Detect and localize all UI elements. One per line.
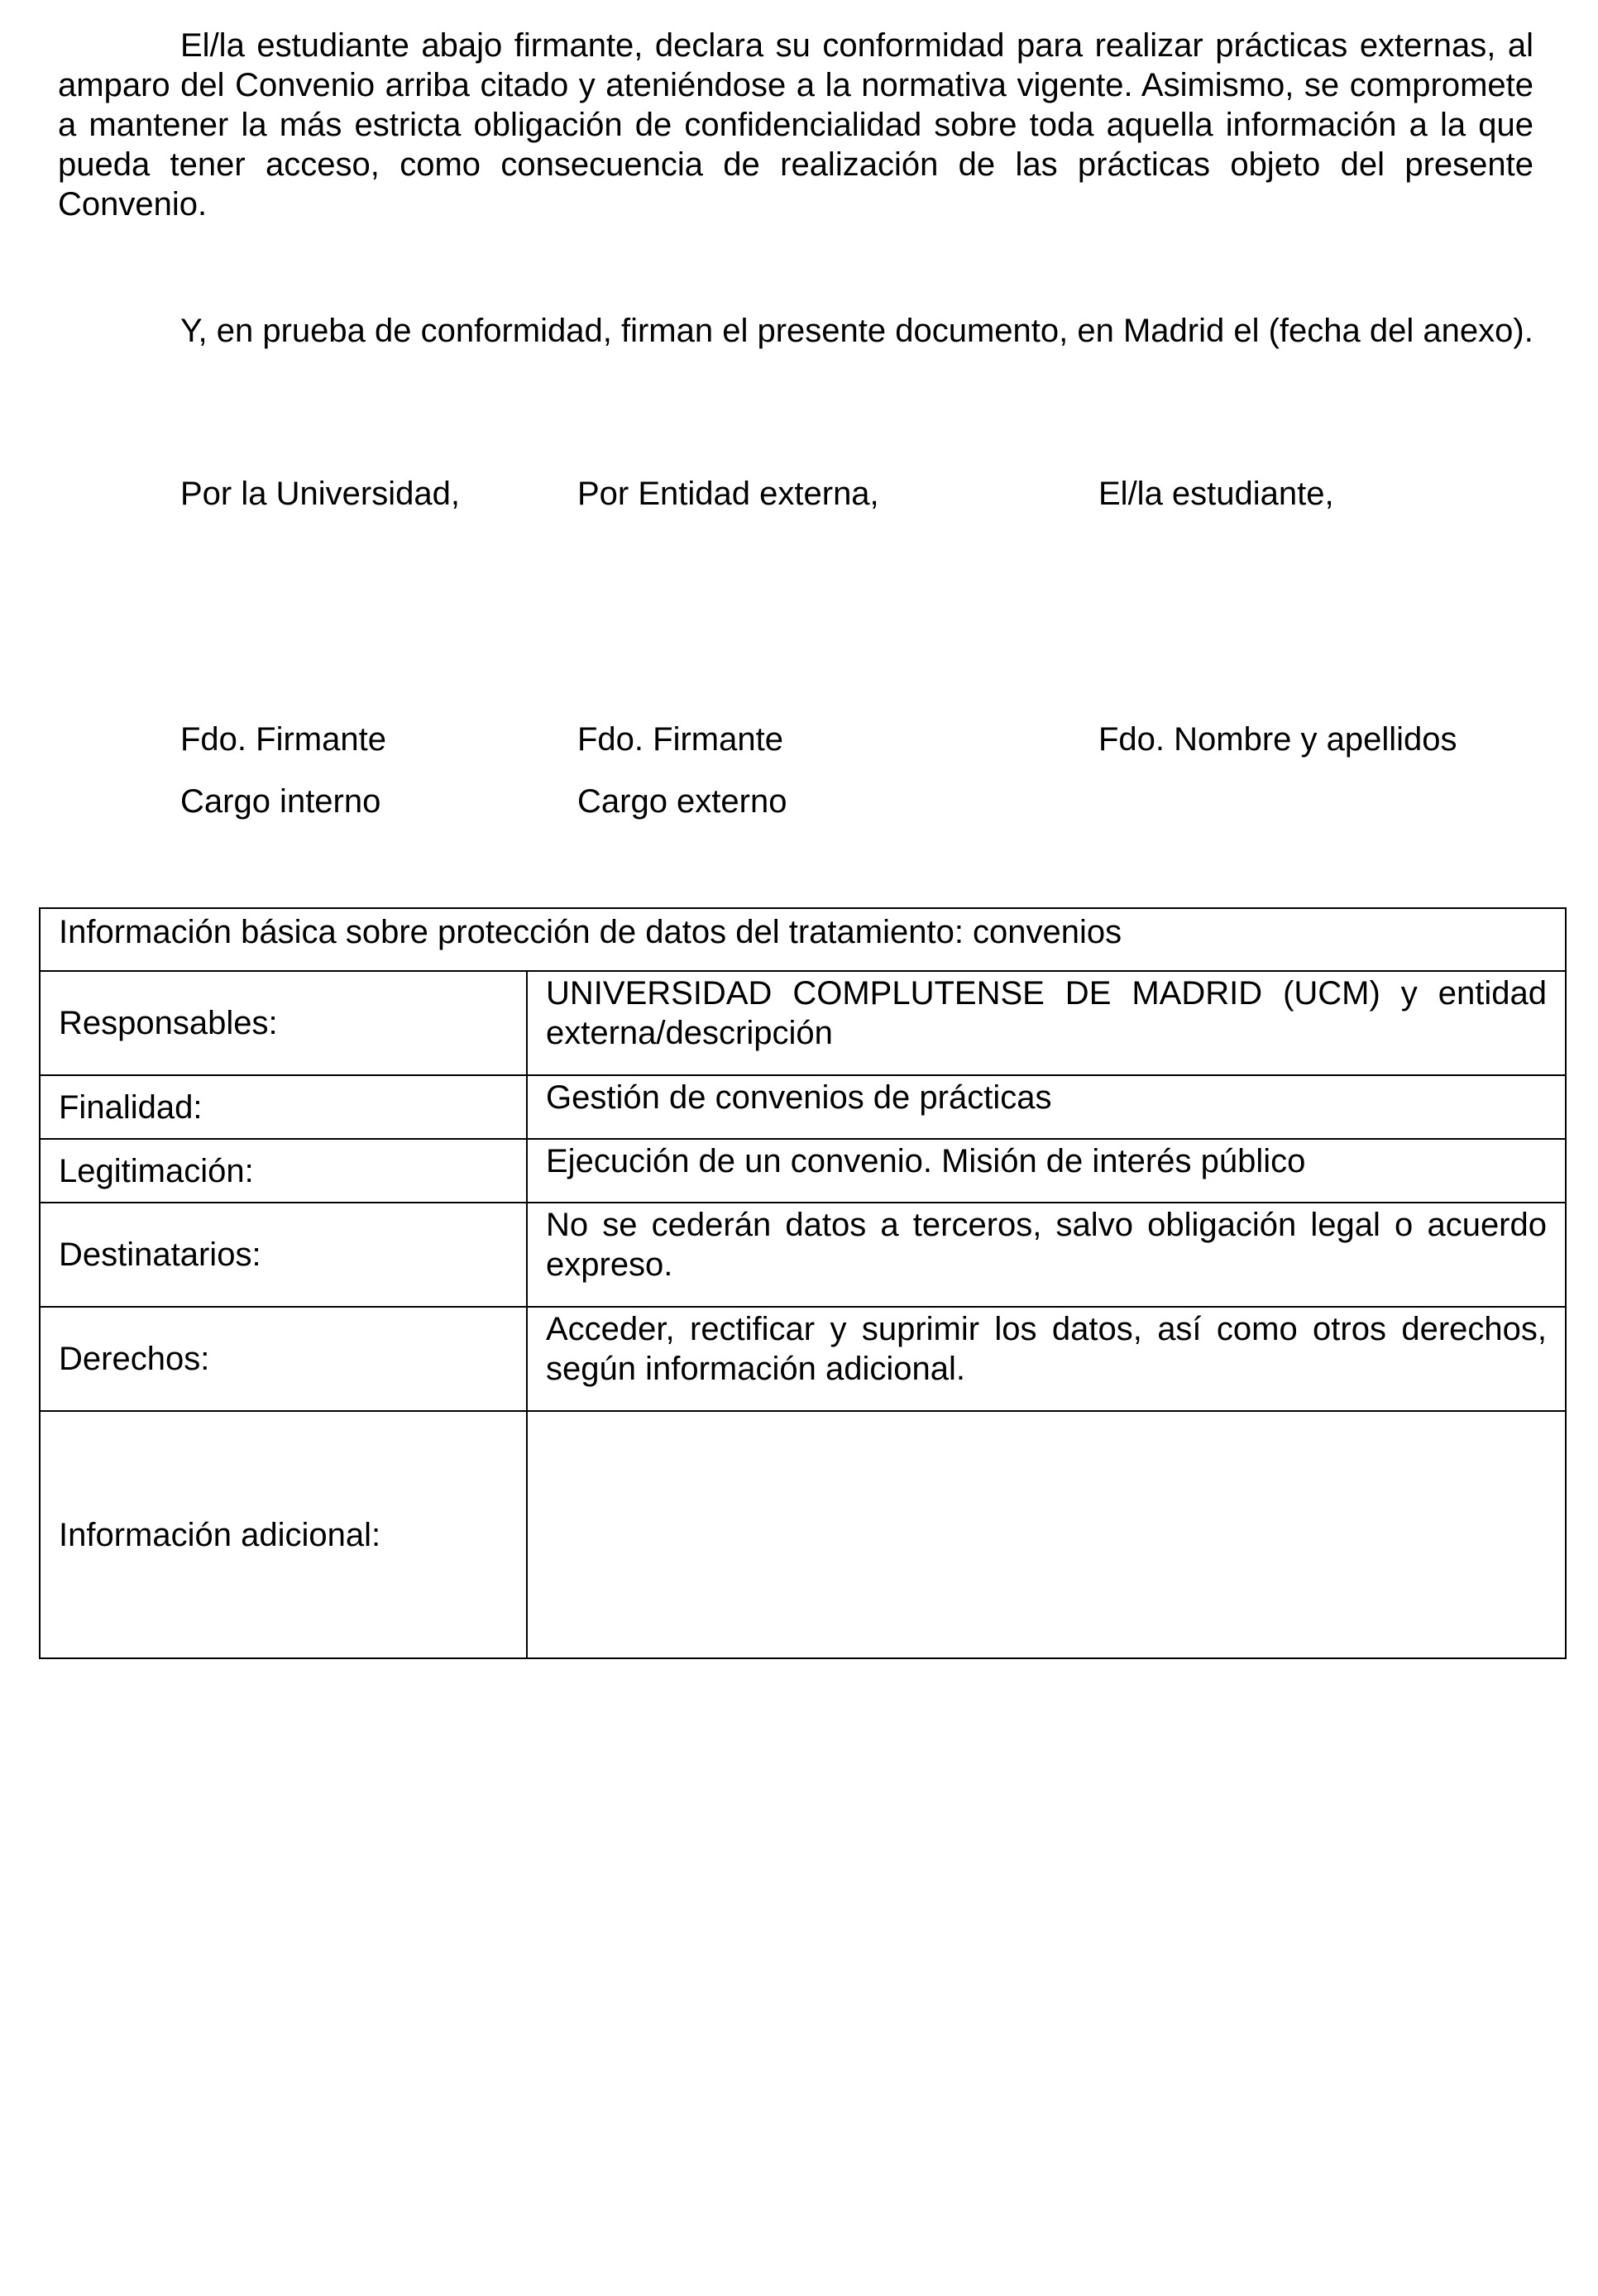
- row-value-destinatarios: No se cederán datos a terceros, salvo obligación legal o acuerdo expreso.: [527, 1203, 1566, 1307]
- table-title-row: [40, 908, 1566, 971]
- signature-name-university: Fdo. Firmante: [180, 721, 386, 758]
- row-label-finalidad: Finalidad:: [40, 1075, 527, 1139]
- signature-header-university: Por la Universidad,: [180, 476, 460, 512]
- row-value-responsables: UNIVERSIDAD COMPLUTENSE DE MADRID (UCM) y entidad externa/descripción: [527, 971, 1566, 1075]
- row-value-informacion-adicional: [527, 1411, 1566, 1658]
- table-row: [40, 1307, 1566, 1411]
- signature-statement-paragraph: Y, en prueba de conformidad, firman el presente documento, en Madrid el (fecha del anexo).: [180, 313, 1533, 349]
- table-row: [40, 1203, 1566, 1307]
- row-value-derechos: Acceder, rectificar y suprimir los datos, así como otros derechos, según información adicional.: [527, 1307, 1566, 1411]
- row-label-derechos: Derechos:: [40, 1307, 527, 1411]
- signature-position-external-entity: Cargo externo: [577, 783, 787, 820]
- signature-name-external-entity: Fdo. Firmante: [577, 721, 783, 758]
- row-value-legitimacion: Ejecución de un convenio. Misión de interés público: [527, 1139, 1566, 1203]
- row-label-informacion-adicional: Información adicional:: [40, 1411, 527, 1658]
- row-label-legitimacion: Legitimación:: [40, 1139, 527, 1203]
- table-row: [40, 1075, 1566, 1139]
- table-title: Información básica sobre protección de datos del tratamiento: convenios: [40, 908, 1566, 971]
- row-label-destinatarios: Destinatarios:: [40, 1203, 527, 1307]
- row-value-finalidad: Gestión de convenios de prácticas: [527, 1075, 1566, 1139]
- row-label-responsables: Responsables:: [40, 971, 527, 1075]
- table-row: [40, 1139, 1566, 1203]
- table-row: [40, 971, 1566, 1075]
- signature-position-university: Cargo interno: [180, 783, 381, 820]
- signature-header-external-entity: Por Entidad externa,: [577, 476, 879, 512]
- data-protection-table: [39, 907, 1567, 1659]
- signature-name-student: Fdo. Nombre y apellidos: [1098, 721, 1457, 758]
- table-row: [40, 1411, 1566, 1658]
- signature-header-student: El/la estudiante,: [1098, 476, 1334, 512]
- conformity-paragraph: El/la estudiante abajo firmante, declara su conformidad para realizar prácticas externas, al amparo del Convenio arriba citado y ateniéndose a la normativa vigente. Asimismo, se compromete a mantener la más estricta obligación de confidencialidad sobre toda aquella información a la que pueda tener acceso, como consecuencia de realización de las prácticas objeto del presente Convenio.: [58, 27, 1533, 222]
